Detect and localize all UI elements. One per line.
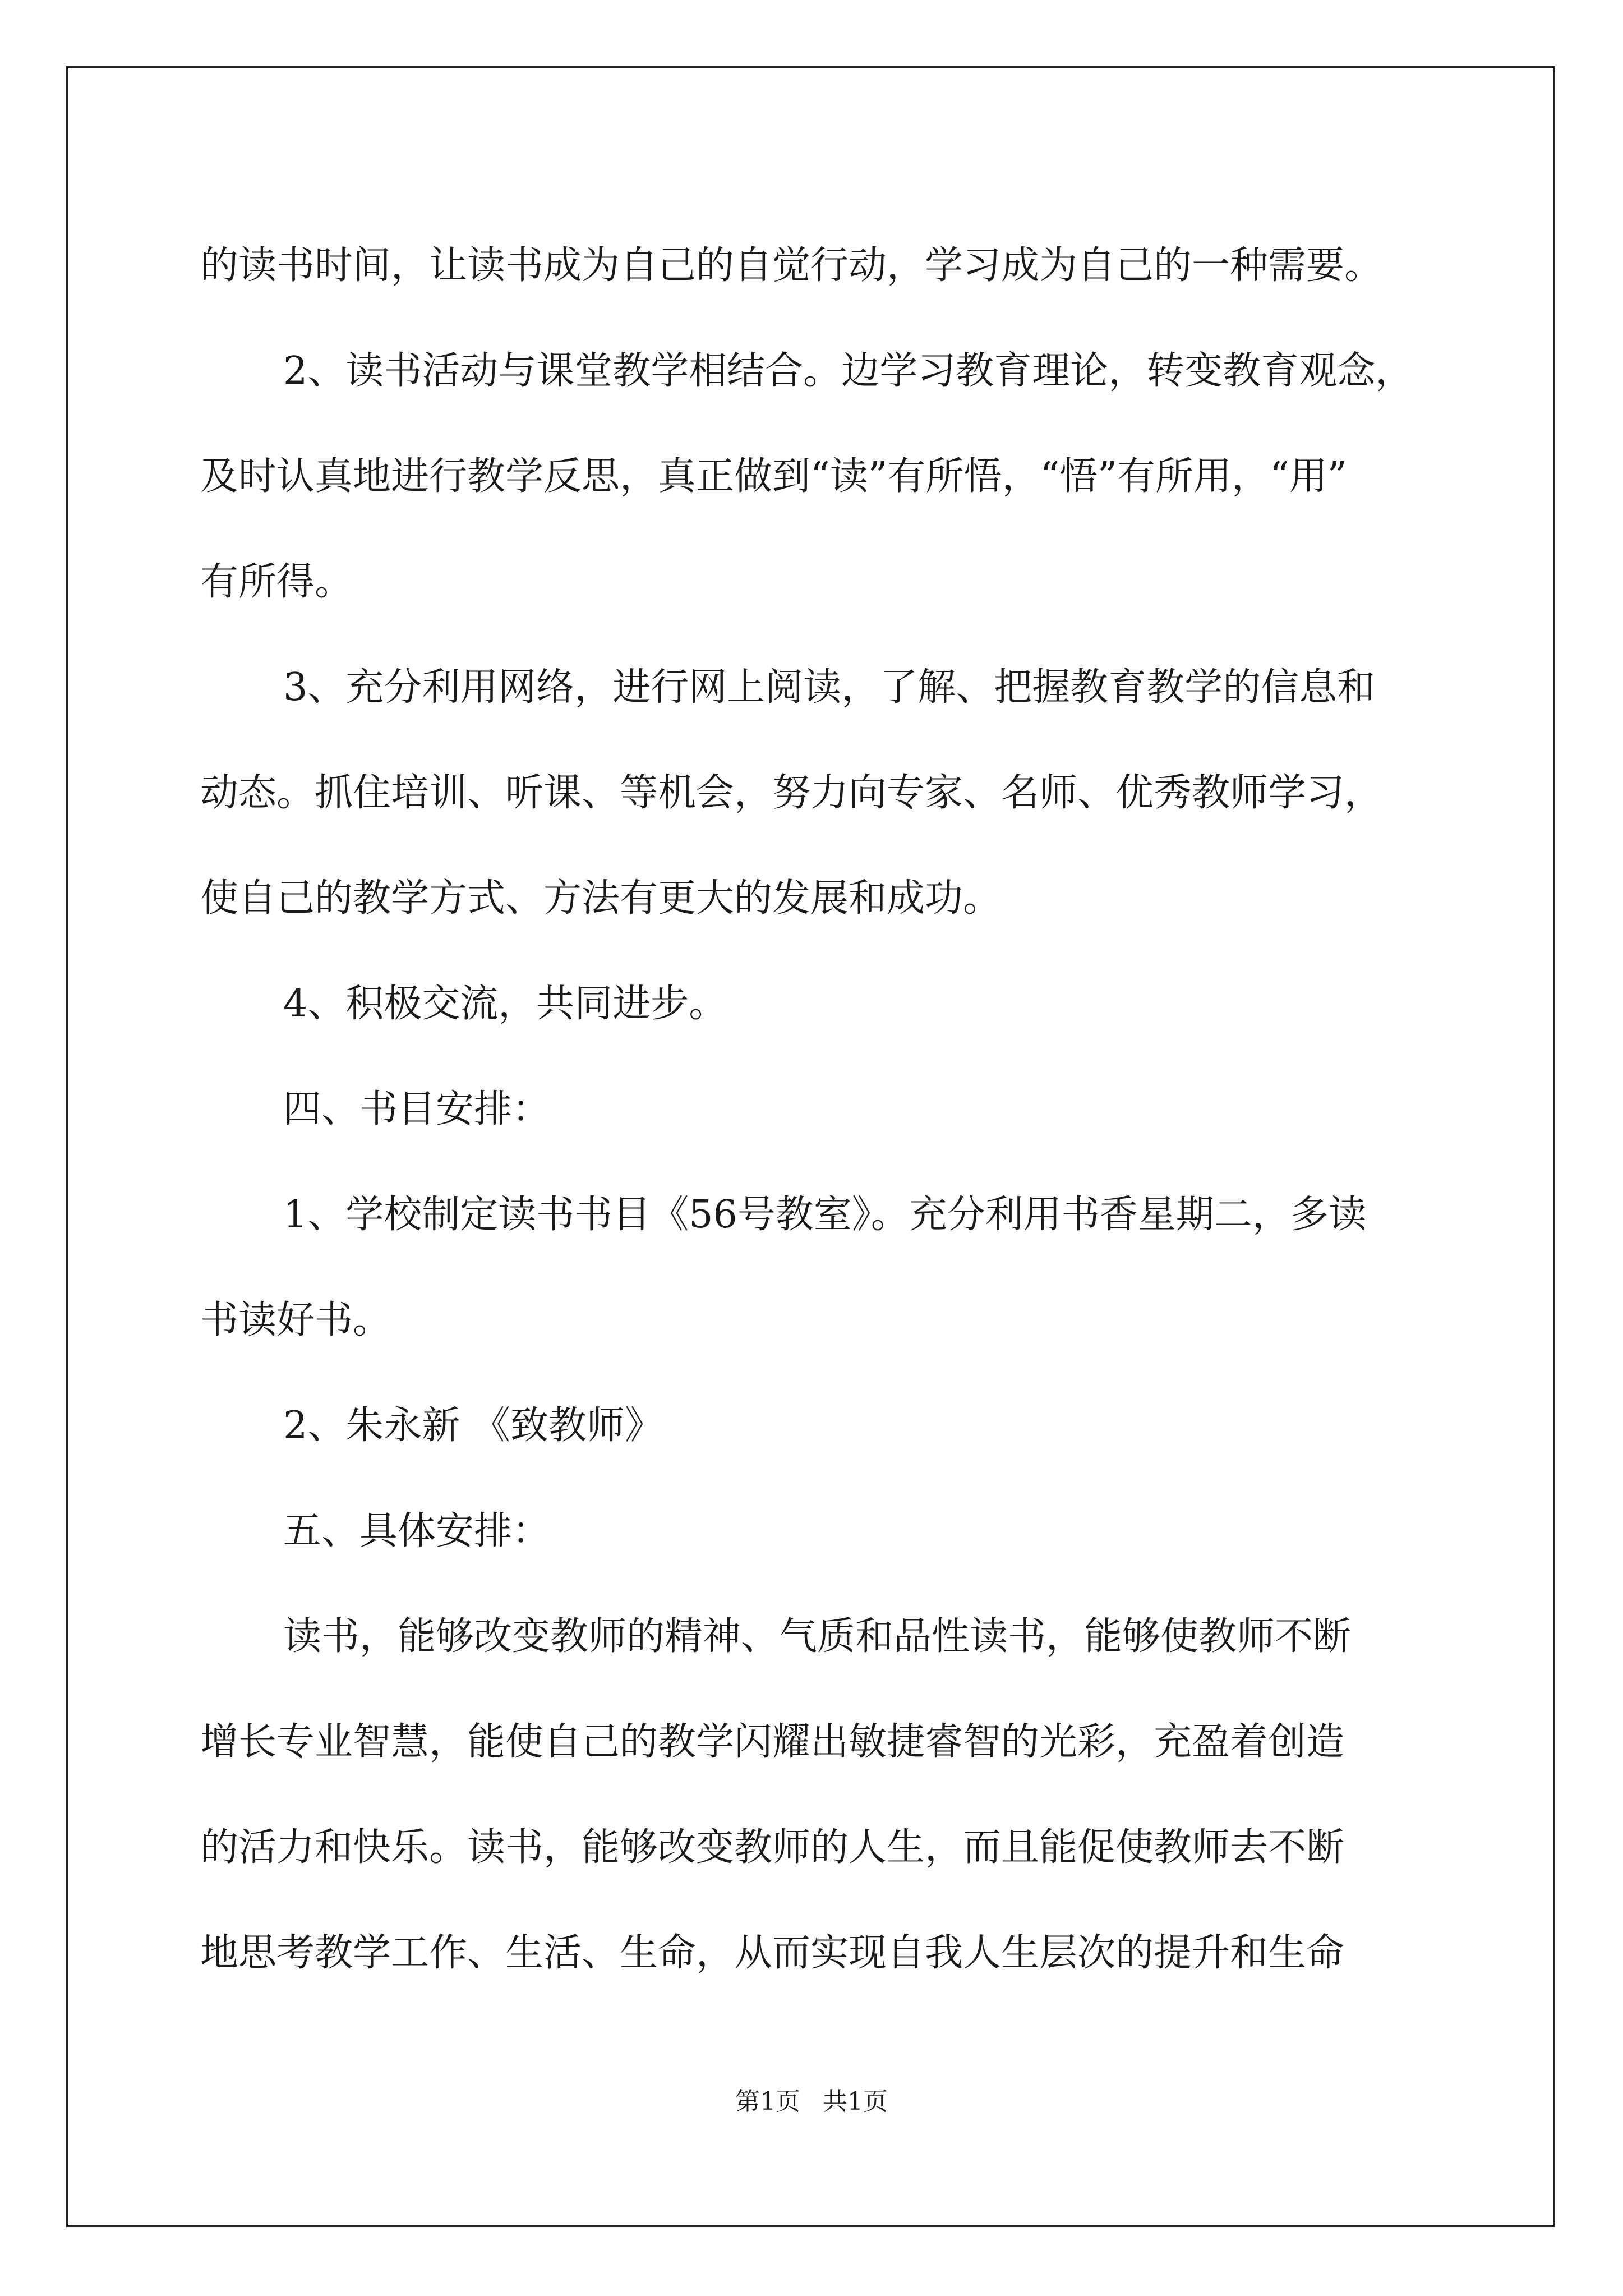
text-line: 的活力和快乐。读书，能够改变教师的人生，而且能促使教师去不断 xyxy=(200,1825,1345,1870)
document-body xyxy=(200,213,1434,2006)
text-line: 3、充分利用网络，进行网上阅读，了解、把握教育教学的信息和 xyxy=(283,665,1376,710)
text-line: 及时认真地进行教学反思，真正做到“读”有所悟，“悟”有所用，“用” xyxy=(200,454,1347,499)
text-line: 动态。抓住培训、听课、等机会，努力向专家、名师、优秀教师学习， xyxy=(200,771,1383,815)
section-heading: 五、具体安排： xyxy=(283,1509,551,1553)
text-line: 2、朱永新 《致教师》 xyxy=(283,1404,663,1448)
text-line: 使自己的教学方式、方法有更大的发展和成功。 xyxy=(200,876,1002,921)
text-line: 读书，能够改变教师的精神、气质和品性读书，能够使教师不断 xyxy=(283,1614,1352,1659)
text-line: 4、积极交流，共同进步。 xyxy=(283,982,727,1026)
text-line: 2、读书活动与课堂教学相结合。边学习教育理论，转变教育观念， xyxy=(283,349,1414,393)
text-line: 增长专业智慧，能使自己的教学闪耀出敏捷睿智的光彩，充盈着创造 xyxy=(200,1720,1345,1764)
page-total: 共1页 xyxy=(823,2087,888,2116)
page-number: 第1页 xyxy=(735,2087,800,2116)
text-line: 有所得。 xyxy=(200,560,353,604)
section-heading: 四、书目安排： xyxy=(283,1087,551,1131)
text-line: 的读书时间，让读书成为自己的自觉行动，学习成为自己的一种需要。 xyxy=(200,243,1383,288)
page-footer xyxy=(0,2081,1623,2117)
text-line: 书读好书。 xyxy=(200,1298,391,1342)
text-line: 地思考教学工作、生活、生命，从而实现自我人生层次的提升和生命 xyxy=(200,1931,1345,1975)
text-line: 1、学校制定读书书目《56号教室》。充分利用书香星期二，多读 xyxy=(283,1193,1367,1237)
